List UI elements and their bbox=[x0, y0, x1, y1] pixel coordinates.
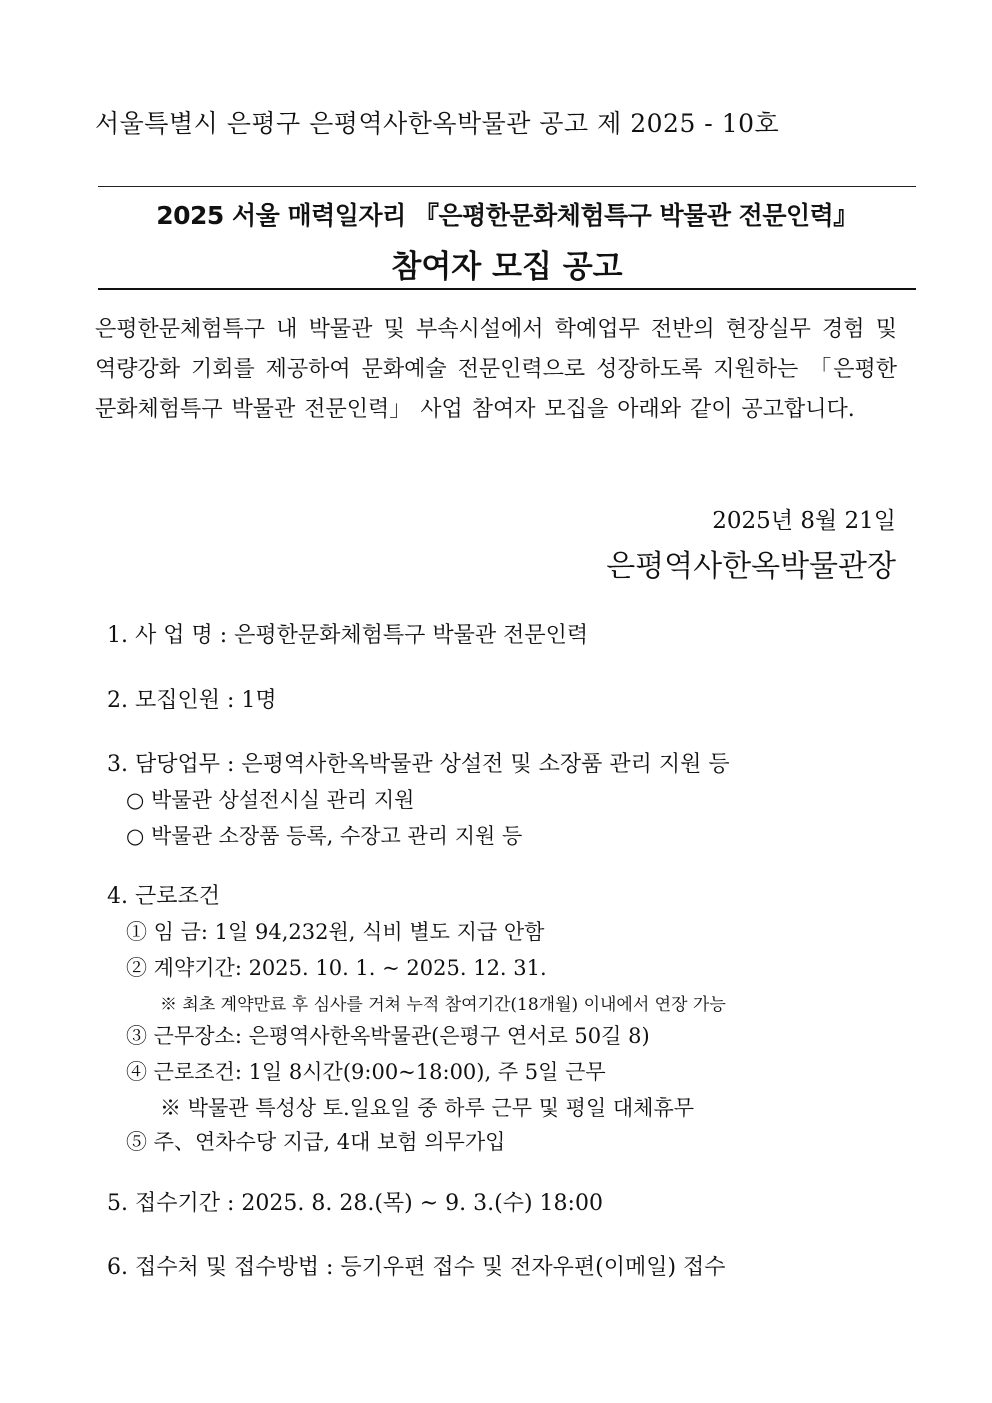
condition-contract: ② 계약기간: 2025. 10. 1. ~ 2025. 12. 31. bbox=[126, 956, 547, 980]
title-line-2: 참여자 모집 공고 bbox=[391, 249, 623, 285]
condition-wage: ① 임 금: 1일 94,232원, 식비 별도 지급 안함 bbox=[126, 920, 545, 944]
item-duties-heading: 3. 담당업무 : 은평역사한옥박물관 상설전 및 소장품 관리 지원 등 bbox=[107, 752, 730, 777]
condition-contract-note: ※ 최초 계약만료 후 심사를 거쳐 누적 참여기간(18개월) 이내에서 연장 가능 bbox=[160, 995, 726, 1015]
issuer-name: 은평역사한옥박물관장 bbox=[606, 549, 896, 584]
intro-paragraph: 은평한문체험특구 내 박물관 및 부속시설에서 학예업무 전반의 현장실무 경험 및 역량강화 기회를 제공하여 문화예술 전문인력으로 성장하도록 지원하는 「은평한문화체험특구 박물관 전문인력」 사업 참여자 모집을 아래와 같이 공고합니다. bbox=[95, 317, 897, 422]
duty-point: ○ 박물관 소장품 등록, 수장고 관리 지원 등 bbox=[126, 824, 523, 848]
title-line-1: 2025 서울 매력일자리 『은평한문화체험특구 박물관 전문인력』 bbox=[156, 201, 858, 230]
item-method: 6. 접수처 및 접수방법 : 등기우편 접수 및 전자우편(이메일) 접수 bbox=[107, 1255, 726, 1280]
item-headcount: 2. 모집인원 : 1명 bbox=[107, 688, 277, 713]
condition-benefits: ⑤ 주、연차수당 지급, 4대 보험 의무가입 bbox=[126, 1130, 506, 1154]
item-period: 5. 접수기간 : 2025. 8. 28.(목) ~ 9. 3.(수) 18:00 bbox=[107, 1191, 603, 1216]
title-bottom-rule bbox=[98, 288, 916, 290]
condition-workplace: ③ 근무장소: 은평역사한옥박물관(은평구 연서로 50길 8) bbox=[126, 1024, 650, 1048]
notice-date: 2025년 8월 21일 bbox=[712, 508, 896, 534]
notice-number: 서울특별시 은평구 은평역사한옥박물관 공고 제 2025 - 10호 bbox=[95, 109, 780, 138]
item-conditions-heading: 4. 근로조건 bbox=[107, 884, 220, 909]
title-top-rule bbox=[98, 186, 916, 187]
condition-hours: ④ 근로조건: 1일 8시간(9:00~18:00), 주 5일 근무 bbox=[126, 1060, 606, 1084]
condition-hours-note: ※ 박물관 특성상 토.일요일 중 하루 근무 및 평일 대체휴무 bbox=[160, 1096, 695, 1120]
item-project-name: 1. 사 업 명 : 은평한문화체험특구 박물관 전문인력 bbox=[107, 623, 589, 648]
duty-point: ○ 박물관 상설전시실 관리 지원 bbox=[126, 788, 415, 812]
